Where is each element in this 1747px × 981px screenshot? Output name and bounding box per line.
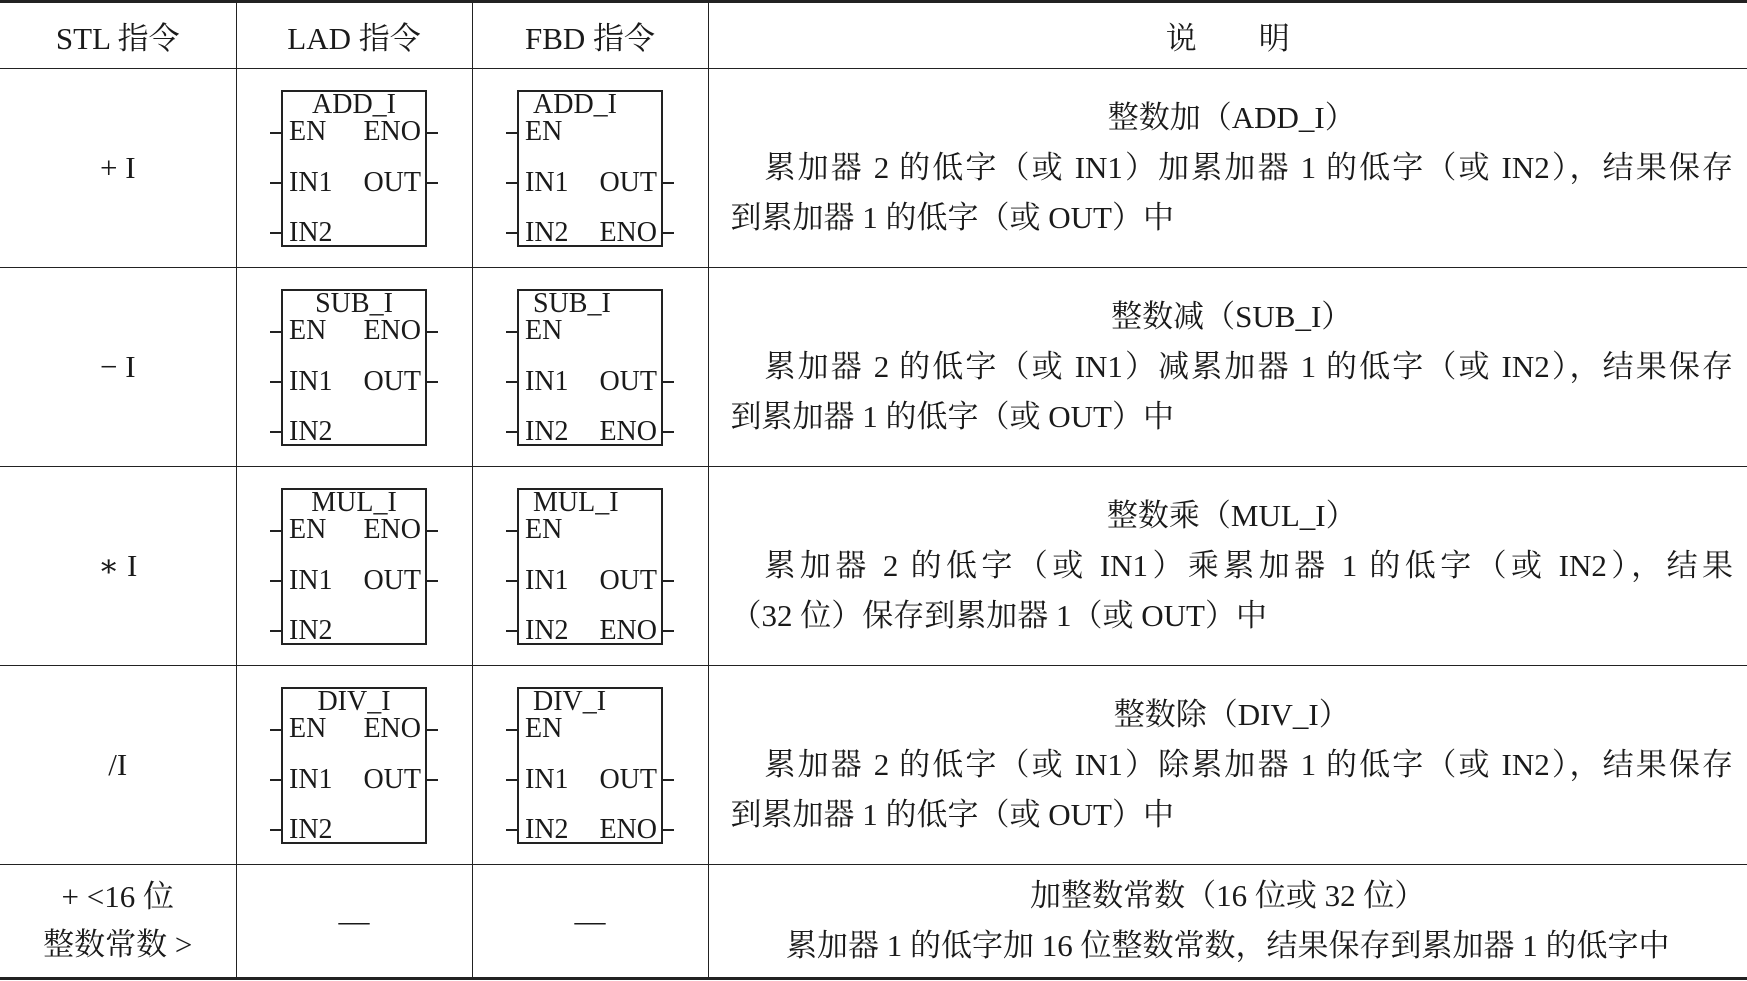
- pin-in2-line: [270, 431, 282, 433]
- pin-eno-label: ENO: [599, 813, 657, 845]
- fbd-cell: [472, 666, 708, 865]
- header-stl: STL 指令: [0, 2, 236, 69]
- description-cell: [708, 865, 1747, 979]
- lad-block-name: DIV_I: [317, 685, 391, 717]
- fbd-block: [517, 488, 663, 645]
- description-title: 加整数常数（16 位或 32 位）: [1030, 878, 1426, 913]
- fbd-block: [517, 90, 663, 247]
- fbd-cell-empty: —: [472, 865, 708, 979]
- pin-in1-line: [270, 381, 282, 383]
- fbd-cell: [472, 467, 708, 666]
- pin-out-label: OUT: [363, 763, 421, 795]
- pin-out-line: [426, 580, 438, 582]
- table-row: [0, 666, 1747, 865]
- stl-line-1: + <16 位: [61, 879, 174, 914]
- description-title: 整数乘（MUL_I）: [1106, 498, 1357, 533]
- pin-in2-label: IN2: [289, 216, 333, 248]
- description-line-2: （32 位）保存到累加器 1（或 OUT）中: [730, 598, 1267, 633]
- fbd-block-name: SUB_I: [533, 287, 611, 319]
- header-row: [0, 2, 1747, 69]
- pin-in2-line: [270, 829, 282, 831]
- pin-in2-label: IN2: [289, 614, 333, 646]
- pin-out-label: OUT: [599, 564, 657, 596]
- table-row: [0, 467, 1747, 666]
- table-row: [0, 69, 1747, 268]
- pin-out-label: OUT: [363, 166, 421, 198]
- lad-block: [281, 687, 427, 844]
- description-line-2: 到累加器 1 的低字（或 OUT）中: [730, 200, 1174, 235]
- pin-en-line: [270, 132, 282, 134]
- pin-en-label: EN: [289, 513, 327, 545]
- header-fbd: FBD 指令: [472, 2, 708, 69]
- pin-eno-label: ENO: [363, 314, 421, 346]
- pin-eno-line: [426, 331, 438, 333]
- pin-out-line: [426, 779, 438, 781]
- pin-in1-label: IN1: [289, 166, 333, 198]
- lad-cell: [236, 69, 472, 268]
- pin-out-label: OUT: [363, 564, 421, 596]
- stl-line-2: 整数常数 >: [43, 927, 193, 962]
- description-cell: [708, 467, 1747, 666]
- stl-cell: − I: [0, 268, 236, 467]
- pin-out-line: [662, 182, 674, 184]
- pin-eno-line: [662, 232, 674, 234]
- pin-in1-label: IN1: [289, 365, 333, 397]
- description-cell: [708, 268, 1747, 467]
- fbd-block: [517, 687, 663, 844]
- pin-in2-label: IN2: [525, 216, 569, 248]
- pin-in2-label: IN2: [525, 614, 569, 646]
- pin-in1-label: IN1: [525, 166, 569, 198]
- fbd-block-name: MUL_I: [533, 486, 619, 518]
- stl-cell: ∗ I: [0, 467, 236, 666]
- pin-in2-line: [506, 431, 518, 433]
- description-line-1: 累加器 2 的低字（或 IN1）减累加器 1 的低字（或 IN2），结果保存: [764, 349, 1733, 384]
- pin-in1-label: IN1: [289, 564, 333, 596]
- pin-in1-line: [270, 182, 282, 184]
- description-line-2: 到累加器 1 的低字（或 OUT）中: [730, 399, 1174, 434]
- lad-block: [281, 488, 427, 645]
- pin-en-line: [506, 132, 518, 134]
- pin-en-label: EN: [525, 712, 563, 744]
- stl-cell: /I: [0, 666, 236, 865]
- description-title: 整数加（ADD_I）: [1107, 100, 1356, 135]
- pin-in1-label: IN1: [289, 763, 333, 795]
- pin-in2-line: [506, 630, 518, 632]
- description-line-2: 到累加器 1 的低字（或 OUT）中: [730, 797, 1174, 832]
- fbd-block-name: DIV_I: [533, 685, 607, 717]
- pin-en-line: [506, 729, 518, 731]
- pin-eno-label: ENO: [599, 415, 657, 447]
- lad-cell-empty: —: [236, 865, 472, 979]
- pin-en-label: EN: [289, 314, 327, 346]
- pin-in1-label: IN1: [525, 564, 569, 596]
- header-description: 说 明: [708, 2, 1747, 69]
- lad-block-name: ADD_I: [312, 88, 396, 120]
- pin-eno-label: ENO: [363, 513, 421, 545]
- pin-out-label: OUT: [599, 166, 657, 198]
- pin-eno-label: ENO: [599, 614, 657, 646]
- pin-in1-line: [506, 182, 518, 184]
- lad-block-name: SUB_I: [315, 287, 393, 319]
- pin-eno-line: [426, 729, 438, 731]
- table-row: [0, 268, 1747, 467]
- description-title: 整数减（SUB_I）: [1111, 299, 1353, 334]
- pin-eno-label: ENO: [599, 216, 657, 248]
- description-line-1: 累加器 2 的低字（或 IN1）乘累加器 1 的低字（或 IN2），结果: [764, 548, 1733, 583]
- pin-en-label: EN: [525, 513, 563, 545]
- fbd-cell: [472, 268, 708, 467]
- pin-eno-label: ENO: [363, 115, 421, 147]
- pin-out-label: OUT: [599, 763, 657, 795]
- fbd-block: [517, 289, 663, 446]
- header-lad: LAD 指令: [236, 2, 472, 69]
- stl-cell: + I: [0, 69, 236, 268]
- description-title: 整数除（DIV_I）: [1113, 697, 1350, 732]
- pin-in1-line: [506, 779, 518, 781]
- pin-en-label: EN: [289, 115, 327, 147]
- pin-in2-label: IN2: [525, 813, 569, 845]
- lad-cell: [236, 467, 472, 666]
- stl-cell: [0, 865, 236, 979]
- pin-en-line: [270, 729, 282, 731]
- pin-en-line: [506, 530, 518, 532]
- pin-in2-line: [506, 829, 518, 831]
- pin-eno-line: [426, 530, 438, 532]
- pin-in2-label: IN2: [525, 415, 569, 447]
- pin-out-line: [662, 381, 674, 383]
- pin-in2-line: [270, 232, 282, 234]
- lad-cell: [236, 268, 472, 467]
- pin-eno-line: [662, 630, 674, 632]
- description-cell: [708, 666, 1747, 865]
- pin-eno-line: [662, 829, 674, 831]
- pin-in1-label: IN1: [525, 365, 569, 397]
- description-line-1: 累加器 2 的低字（或 IN1）加累加器 1 的低字（或 IN2），结果保存: [764, 150, 1733, 185]
- pin-in1-line: [270, 779, 282, 781]
- pin-out-line: [662, 779, 674, 781]
- description-line-1: 累加器 2 的低字（或 IN1）除累加器 1 的低字（或 IN2），结果保存: [764, 747, 1733, 782]
- pin-en-line: [270, 530, 282, 532]
- description-cell: [708, 69, 1747, 268]
- pin-out-label: OUT: [599, 365, 657, 397]
- lad-cell: [236, 666, 472, 865]
- pin-in1-label: IN1: [525, 763, 569, 795]
- pin-en-label: EN: [525, 115, 563, 147]
- fbd-cell: [472, 69, 708, 268]
- pin-out-line: [426, 182, 438, 184]
- pin-en-line: [270, 331, 282, 333]
- pin-out-label: OUT: [363, 365, 421, 397]
- pin-eno-line: [662, 431, 674, 433]
- lad-block: [281, 289, 427, 446]
- pin-in1-line: [506, 580, 518, 582]
- pin-en-label: EN: [289, 712, 327, 744]
- table-row-constant: [0, 865, 1747, 979]
- pin-out-line: [426, 381, 438, 383]
- pin-en-line: [506, 331, 518, 333]
- pin-in2-line: [506, 232, 518, 234]
- description-line-1: 累加器 1 的低字加 16 位整数常数，结果保存到累加器 1 的低字中: [786, 928, 1670, 963]
- pin-eno-line: [426, 132, 438, 134]
- lad-block: [281, 90, 427, 247]
- pin-eno-label: ENO: [363, 712, 421, 744]
- pin-in2-label: IN2: [289, 813, 333, 845]
- pin-en-label: EN: [525, 314, 563, 346]
- lad-block-name: MUL_I: [311, 486, 397, 518]
- pin-in1-line: [270, 580, 282, 582]
- pin-in2-line: [270, 630, 282, 632]
- pin-in1-line: [506, 381, 518, 383]
- fbd-block-name: ADD_I: [533, 88, 617, 120]
- pin-out-line: [662, 580, 674, 582]
- pin-in2-label: IN2: [289, 415, 333, 447]
